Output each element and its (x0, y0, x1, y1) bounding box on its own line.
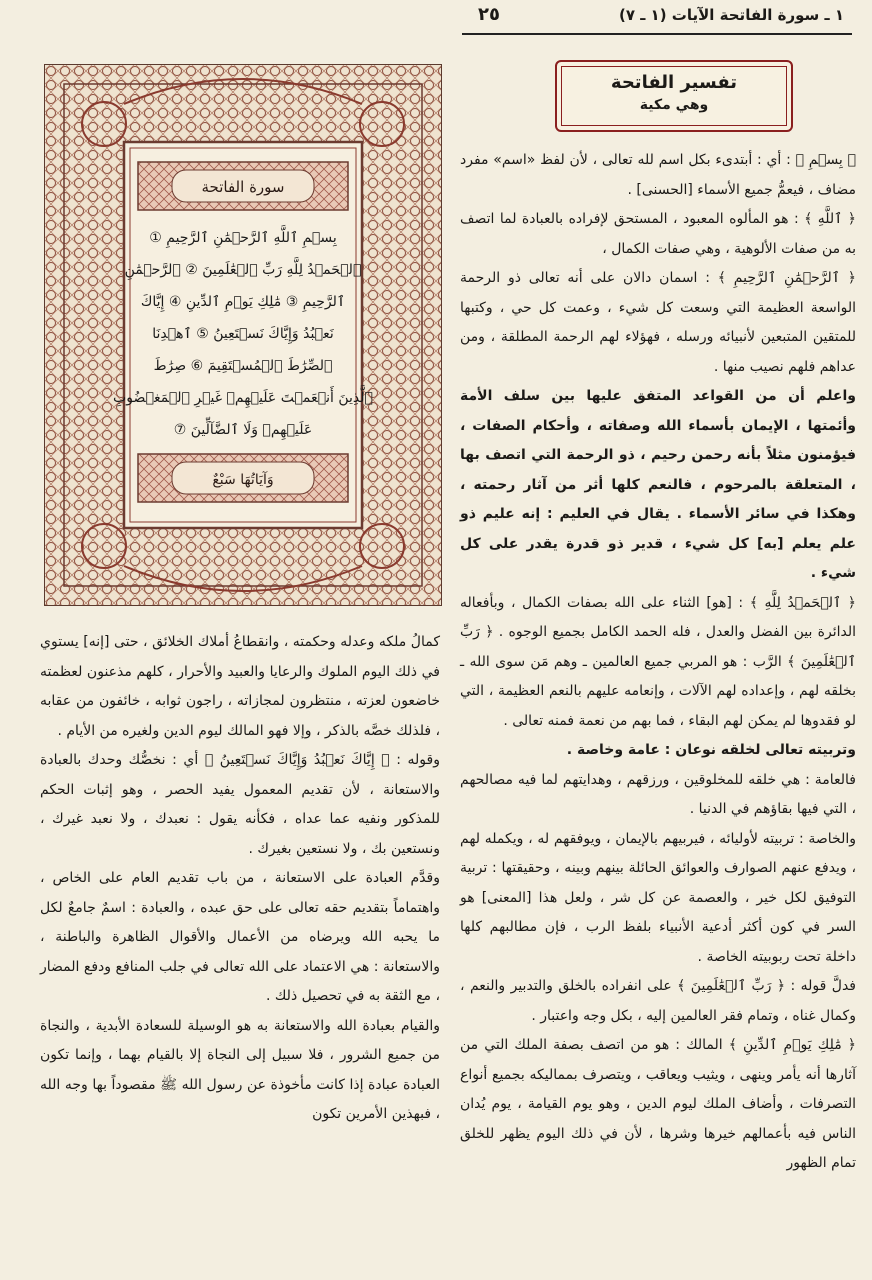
left-column (40, 628, 440, 1130)
paragraph: والخاصة : تربيته لأوليائه ، فيربيهم بالإيمان ، ويوفقهم له ، ويكمله لهم ، ويدفع عنهم الصوارف والعوائق الحائلة بينهم وبينه ، وحقيقتها : تربية التوفيق لكل خير ، والعصمة عن كل شر ، ولعل هذا [المعنى] هو السر في كون أكثر أدعية الأنبياء بلفظ الرب ، فإن مطالبهم كلها داخلة تحت ربوبيته الخاصة . (460, 830, 856, 965)
section-title-box (555, 60, 793, 132)
surah-verse-count: وَآيَاتُهَا سَبْعٌ (212, 472, 274, 488)
section-title: تفسير الفاتحة (610, 72, 738, 93)
paragraph: فالعامة : هي خلقه للمخلوقين ، ورزقهم ، وهدايتهم لما فيه مصالحهم ، التي فيها بقاؤهم في الدنيا . (460, 771, 856, 817)
page-header (0, 0, 872, 40)
mushaf-frame (44, 64, 442, 606)
paragraph: ﴿ ٱللَّهِ ﴾ : هو المألوه المعبود ، المستحق لإفراده بالعبادة لما اتصف به من صفات الألوهية ، وهي صفات الكمال ، (460, 211, 856, 257)
verse-line: بِسۡمِ ٱللَّهِ ٱلرَّحۡمَٰنِ ٱلرَّحِيمِ ① (149, 230, 337, 246)
paragraph: ﴿ بِسۡمِ ﴾ : أي : أبتدىء بكل اسم لله تعالى ، لأن لفظ «اسم» مفرد مضاف ، فيعمُّ جميع الأسماء [الحسنى] . (460, 152, 856, 198)
paragraph: وقدَّم العبادة على الاستعانة ، من باب تقديم العام على الخاص ، واهتماماً بتقديم حقه تعالى على حق عبده ، والعبادة : اسمٌ جامعٌ لكل ما يحبه الله ويرضاه من الأعمال والأقوال الظاهرة والباطنة ، والاستعانة : هي الاعتماد على الله تعالى في جلب المنافع ودفع المضار ، مع الثقة به في تحصيل ذلك . (40, 870, 440, 1004)
verse-line: نَعۡبُدُ وَإِيَّاكَ نَسۡتَعِينُ ⑤ ٱهۡدِنَا (152, 326, 334, 342)
verse-line: ٱلَّذِينَ أَنۡعَمۡتَ عَلَيۡهِمۡ غَيۡرِ ٱلۡمَغۡضُوبِ (113, 390, 373, 406)
paragraph: ﴿ مَٰلِكِ يَوۡمِ ٱلدِّينِ ﴾ المالك : هو من اتصف بصفة الملك التي من آثارها أنه يأمر وينهى ، ويثيب ويعاقب ، ويتصرف بمماليكه بجميع أنواع التصرفات ، وأضاف الملك ليوم الدين ، وهو يوم القيامة ، يوم يُدان الناس فيه بأعمالهم خيرها وشرها ، لأن في ذلك اليوم يظهر للخلق تمام الظهور (460, 1037, 856, 1171)
verse-line: عَلَيۡهِمۡ وَلَا ٱلضَّآلِّينَ ⑦ (173, 422, 313, 438)
paragraph: فدلَّ قوله : ﴿ رَبِّ ٱلۡعَٰلَمِينَ ﴾ على انفراده بالخلق والتدبير والنعم ، وكمال غناه ، وتمام فقر العالمين إليه ، بكل وجه واعتبار . (460, 978, 856, 1024)
verse-line: ٱلۡحَمۡدُ لِلَّهِ رَبِّ ٱلۡعَٰلَمِينَ ② ٱلرَّحۡمَٰنِ (124, 262, 362, 278)
paragraph: ﴿ ٱلرَّحۡمَٰنِ ٱلرَّحِيمِ ﴾ : اسمان دالان على أنه تعالى ذو الرحمة الواسعة العظيمة التي وسعت كل شيء ، وعمت كل حي ، وكتبها للمتقين المتبعين لأنبيائه ورسله ، فهؤلاء لهم الرحمة المطلقة ، ومن عداهم فلهم نصيب منها . (460, 270, 856, 375)
header-divider (462, 33, 852, 35)
paragraph: ﴿ ٱلۡحَمۡدُ لِلَّهِ ﴾ : [هو] الثناء على الله بصفات الكمال ، وبأفعاله الدائرة بين الفضل والعدل ، فله الحمد الكامل بجميع الوجوه . ﴿ رَبِّ ٱلۡعَٰلَمِينَ ﴾ الرَّب : هو المربي جميع العالمين ـ وهم مَن سوى الله ـ بخلقه لهم ، وإعداده لهم الآلات ، وإنعامه عليهم بالنعم العظيمة ، التي لو فقدوها لم يمكن لهم البقاء ، فما بهم من نعمة فمنه تعالى . (460, 594, 856, 729)
verse-line: ٱلصِّرَٰطَ ٱلۡمُسۡتَقِيمَ ⑥ صِرَٰطَ (153, 358, 333, 374)
right-column (460, 146, 856, 1179)
paragraph: وتربيته تعالى لخلقه نوعان : عامة وخاصة . (566, 742, 856, 758)
paragraph: والقيام بعبادة الله والاستعانة به هو الوسيلة للسعادة الأبدية ، والنجاة من جميع الشرور ، فلا سبيل إلى النجاة إلا بالقيام بهما ، وإنما تكون العبادة عبادة إذا كانت مأخوذة عن رسول الله ﷺ مقصوداً بها وجه الله ، فبهذين الأمرين تكون (40, 1017, 440, 1122)
verse-line: ٱلرَّحِيمِ ③ مَٰلِكِ يَوۡمِ ٱلدِّينِ ④ إِيَّاكَ (140, 294, 346, 310)
paragraph: كمالُ ملكه وعدله وحكمته ، وانقطاعُ أملاك الخلائق ، حتى [إنه] يستوي في ذلك اليوم الملوك والرعايا والعبيد والأحرار ، كلهم مذعنون لعظمته خاضعون لعزته ، منتظرون لمجازاته ، راجون ثوابه ، خائفون من عقابه ، فلذلك خصَّه بالذكر ، وإلا فهو المالك ليوم الدين ولغيره من الأيام . (40, 634, 440, 739)
paragraph: وقوله : ﴿ إِيَّاكَ نَعۡبُدُ وَإِيَّاكَ نَسۡتَعِينُ ﴾ أي : نخصُّك وحدك بالعبادة والاستعانة ، لأن تقديم المعمول يفيد الحصر ، وهو إثبات الحكم للمذكور ونفيه عما عداه ، فكأنه يقول : نعبدك ، ولا نعبد غيرك ، ونستعين بك ، ولا نستعين بغيرك . (40, 752, 440, 857)
section-subtitle: وهي مكية (639, 97, 709, 113)
surah-name: سورة الفاتحة (201, 178, 285, 196)
paragraph: واعلم أن من القواعد المتفق عليها بين سلف الأمة وأئمتها ، الإيمان بأسماء الله وصفاته ، وأحكام الصفات ، فيؤمنون مثلاً بأنه رحمن رحيم ، ذو الرحمة التي اتصف بها ، المتعلقة بالمرحوم ، فالنعم كلها أثر من آثار رحمته ، وهكذا في سائر الأسماء . يقال في العليم : إنه عليم ذو علم يعلم [به] كل شيء ، قدير ذو قدرة يقدر على كل شيء . (460, 388, 856, 581)
running-title: ١ ـ سورة الفاتحة الآيات (١ ـ ٧) (618, 6, 844, 24)
page-number: ٢٥ (478, 4, 500, 25)
